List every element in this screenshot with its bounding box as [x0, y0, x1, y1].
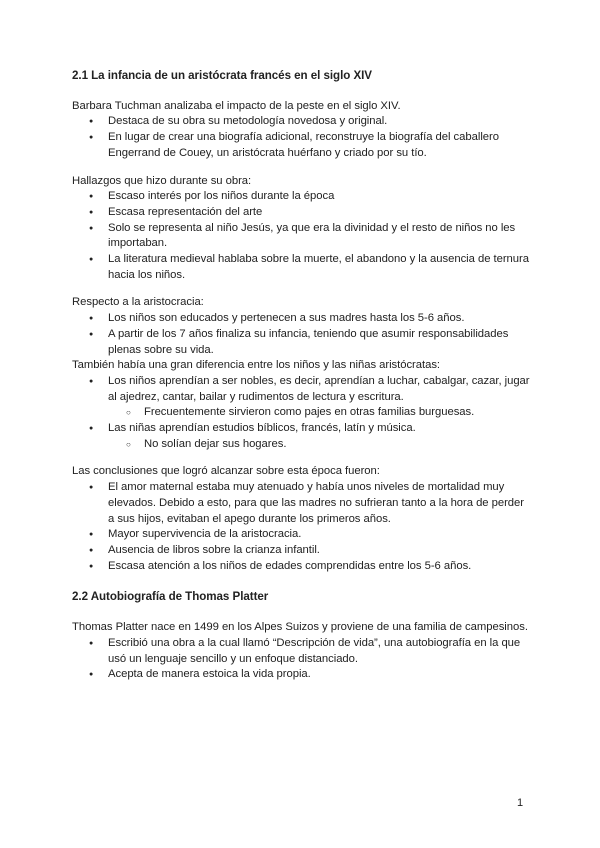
paragraph: Las conclusiones que logró alcanzar sobre esta época fueron: [72, 465, 380, 478]
list-item: ● Mayor supervivencia de la aristocracia. [72, 527, 532, 543]
paragraph: También había una gran diferencia entre los niños y las niñas aristócratas: [72, 359, 441, 372]
section-heading: 2.1 La infancia de un aristócrata francés en el siglo XIV [72, 69, 372, 82]
list-item: ● A partir de los 7 años finaliza su infancia, teniendo que asumir responsabilidades plenas sobre su vida. [72, 327, 532, 358]
list-item: ● La literatura medieval hablaba sobre la muerte, el abandono y la ausencia de ternura hacia los niños. [72, 252, 532, 283]
list-item: ● Escaso interés por los niños durante la época [72, 189, 532, 205]
paragraph: Hallazgos que hizo durante su obra: [72, 174, 252, 187]
document-page [72, 68, 532, 683]
bullet-list [72, 189, 532, 283]
list-item: ● En lugar de crear una biografía adicional, reconstruye la biografía del caballero Engerrand de Couey, un aristócrata huérfano y criado por su tío. [72, 130, 532, 161]
sub-list-item: ○ Frecuentemente sirvieron como pajes en otras familias burguesas. [72, 405, 532, 421]
section-heading: 2.2 Autobiografía de Thomas Platter [72, 590, 269, 604]
sub-list-item: ○ No solían dejar sus hogares. [72, 437, 532, 453]
paragraph: Barbara Tuchman analizaba el impacto de la peste en el siglo XIV. [72, 99, 401, 112]
list-item: ● Escribió una obra a la cual llamó “Descripción de vida”, una autobiografía en la que usó un lenguaje sencillo y un enfoque distanciado. [72, 636, 532, 667]
bullet-list [72, 374, 532, 453]
list-item: ● Destaca de su obra su metodología novedosa y original. [72, 114, 532, 130]
list-item: ● Acepta de manera estoica la vida propia. [72, 667, 532, 683]
list-item: ● Solo se representa al niño Jesús, ya que era la divinidad y el resto de niños no les importaban. [72, 221, 532, 252]
list-item: ● Ausencia de libros sobre la crianza infantil. [72, 543, 532, 559]
bullet-list [72, 311, 532, 358]
list-item: ● Escasa representación del arte [72, 205, 532, 221]
bullet-list [72, 480, 532, 574]
list-item: ● El amor maternal estaba muy atenuado y había unos niveles de mortalidad muy elevados. Debido a esto, para que las madres no sufrieran tanto a la hora de perder a sus hijos, evitaban el apego durante los primeros años. [72, 480, 532, 527]
bullet-list [72, 114, 532, 161]
page-number: 1 [517, 797, 524, 809]
paragraph: Thomas Platter nace en 1499 en los Alpes Suizos y proviene de una familia de campesinos. [72, 621, 528, 634]
list-item: ● Escasa atención a los niños de edades comprendidas entre los 5-6 años. [72, 559, 532, 575]
list-item: ● Los niños aprendían a ser nobles, es decir, aprendían a luchar, cabalgar, cazar, jugar al ajedrez, cantar, bailar y rudimentos de lectura y escritura. [72, 374, 532, 405]
bullet-list [72, 636, 532, 683]
list-item: ● Las niñas aprendían estudios bíblicos, francés, latín y música. [72, 421, 532, 437]
list-item: ● Los niños son educados y pertenecen a sus madres hasta los 5-6 años. [72, 311, 532, 327]
paragraph: Respecto a la aristocracia: [72, 296, 204, 309]
